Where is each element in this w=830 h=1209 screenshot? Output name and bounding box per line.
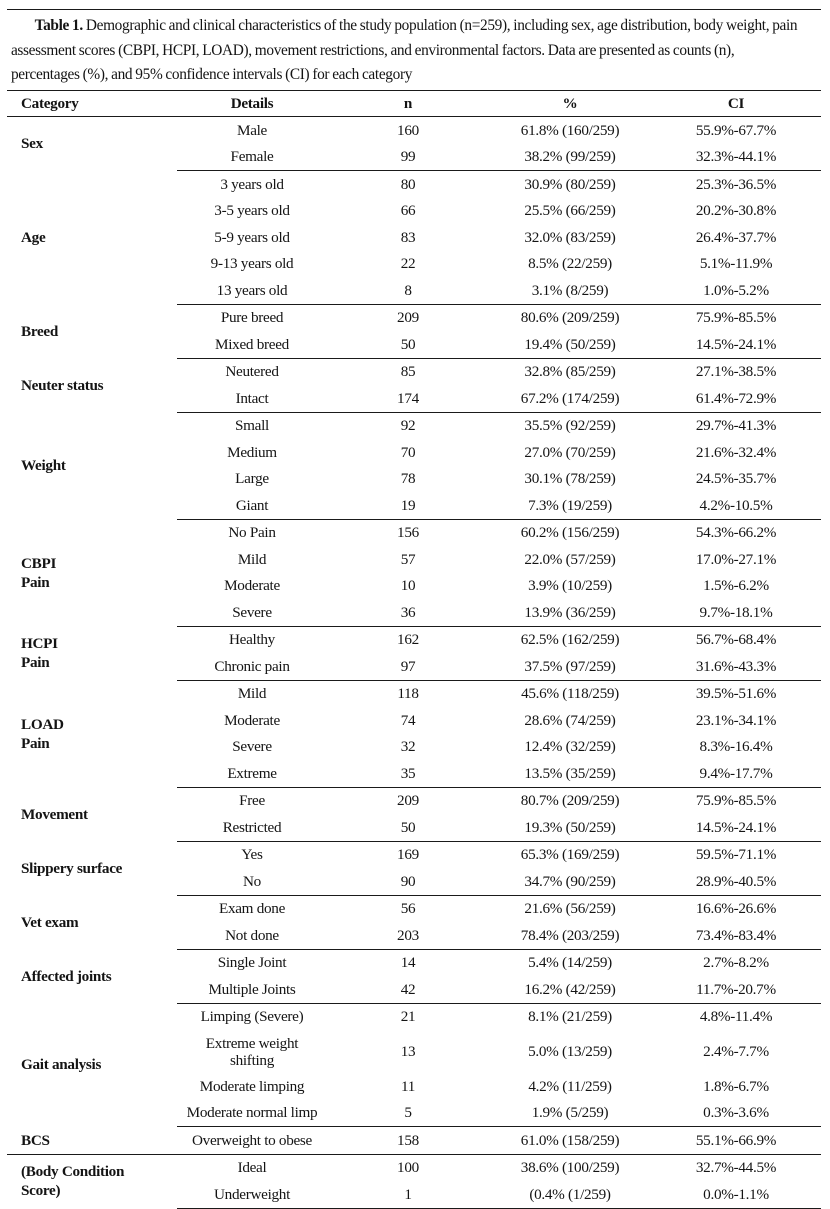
percent-cell: 65.3% (169/259) — [520, 846, 620, 864]
ci-cell: 29.7%-41.3% — [695, 417, 777, 435]
percent-cell: 8.1% (21/259) — [528, 1008, 612, 1026]
n-cell: 32 — [400, 738, 416, 756]
category-cell — [7, 949, 177, 1003]
table-row — [7, 895, 821, 922]
details-cell: Intact — [177, 385, 327, 412]
percent-cell: 3.9% (10/259) — [528, 577, 612, 595]
ci-cell: 75.9%-85.5% — [695, 792, 777, 810]
ci-cell: 73.4%-83.4% — [651, 922, 821, 949]
ci-cell: 4.8%-11.4% — [699, 1008, 773, 1026]
details-label: shifting — [229, 1051, 274, 1069]
details-cell: Moderate — [224, 577, 280, 595]
percent-cell: 78.4% (203/259) — [489, 922, 651, 949]
details-cell: Mild — [237, 550, 267, 568]
n-cell: 209 — [397, 309, 419, 327]
n-cell: 174 — [327, 385, 489, 412]
n-cell: 90 — [327, 868, 489, 895]
table-row — [7, 358, 821, 385]
percent-cell: 19.3% (50/259) — [489, 814, 651, 841]
details-cell: Moderate — [224, 711, 280, 729]
percent-cell: 13.9% (36/259) — [489, 599, 651, 626]
category-cell — [7, 358, 177, 412]
category-label: Pain — [21, 734, 50, 752]
percent-cell: 80.7% (209/259) — [520, 792, 620, 810]
category-label: CBPI — [21, 554, 57, 572]
category-cell — [7, 304, 177, 358]
ci-cell: 61.4%-72.9% — [651, 385, 821, 412]
ci-cell: 14.5%-24.1% — [651, 331, 821, 358]
n-cell: 100 — [397, 1159, 419, 1177]
category-label: (Body Condition — [21, 1163, 125, 1181]
characteristics-table — [7, 90, 821, 1209]
category-cell — [7, 519, 177, 626]
percent-cell: 80.6% (209/259) — [520, 309, 620, 327]
n-cell: 203 — [327, 922, 489, 949]
n-cell: 80 — [400, 175, 416, 193]
ci-cell: 32.3%-44.1% — [651, 144, 821, 171]
ci-cell: 26.4%-37.7% — [695, 228, 777, 246]
details-cell: Moderate limping — [199, 1077, 305, 1095]
category-cell — [7, 787, 177, 841]
ci-cell: 2.4%-7.7% — [703, 1043, 769, 1060]
percent-cell: 8.5% (22/259) — [528, 255, 612, 273]
details-cell: 5-9 years old — [214, 228, 290, 246]
category-label: Breed — [21, 322, 59, 340]
percent-cell: 60.2% (156/259) — [520, 524, 620, 542]
n-cell: 162 — [397, 631, 419, 649]
ci-cell: 55.1%-66.9% — [651, 1127, 821, 1155]
details-cell: Neutered — [225, 363, 279, 381]
percent-cell: 32.8% (85/259) — [524, 363, 616, 381]
percent-cell: 27.0% (70/259) — [524, 443, 616, 461]
category-label: Weight — [21, 457, 66, 474]
table-row — [7, 171, 821, 198]
category-cell — [7, 171, 177, 305]
n-cell: 209 — [397, 792, 419, 810]
details-cell: Mixed breed — [177, 331, 327, 358]
header-category: Category — [7, 91, 177, 117]
percent-cell: 35.5% (92/259) — [524, 417, 616, 435]
percent-cell: 1.9% (5/259) — [489, 1100, 651, 1127]
category-cell — [7, 1003, 177, 1127]
n-cell: 92 — [400, 417, 416, 435]
percent-cell: 37.5% (97/259) — [489, 653, 651, 680]
header-n: n — [327, 91, 489, 117]
details-cell: Severe — [232, 738, 272, 756]
category-label: Vet exam — [21, 913, 79, 931]
ci-cell: 23.1%-34.1% — [695, 711, 777, 729]
details-cell: Pure breed — [220, 309, 284, 327]
table-row — [7, 787, 821, 814]
category-label: LOAD — [21, 715, 64, 733]
category-label: Pain — [21, 573, 50, 591]
caption-text: Demographic and clinical characteristics of the study population (n=259), including sex, age distribution, body weight, pain assessment scores (CBPI, HCPI, LOAD), movement restrictions, and environmental factors. Data are presented as counts (n), percentages (%), and 95% confidence intervals (CI) for each category — [10, 17, 798, 84]
table-row — [7, 117, 821, 144]
header-details: Details — [177, 91, 327, 117]
percent-cell: 67.2% (174/259) — [489, 385, 651, 412]
table-row — [7, 1003, 821, 1030]
percent-cell: 34.7% (90/259) — [489, 868, 651, 895]
details-cell: Moderate normal limp — [177, 1100, 327, 1127]
category-cell — [7, 117, 177, 171]
category-label: Score) — [21, 1182, 61, 1200]
percent-cell: 30.1% (78/259) — [524, 470, 616, 488]
ci-cell: 55.9%-67.7% — [695, 121, 777, 139]
ci-cell: 32.7%-44.5% — [695, 1159, 777, 1177]
ci-cell: 1.8%-6.7% — [703, 1077, 769, 1095]
table-row — [7, 841, 821, 868]
percent-cell: 32.0% (83/259) — [524, 228, 616, 246]
header-percent: % — [489, 91, 651, 117]
ci-cell: 0.0%-1.1% — [651, 1181, 821, 1208]
ci-cell: 21.6%-32.4% — [695, 443, 777, 461]
table-caption — [7, 10, 809, 90]
table-row — [7, 626, 821, 653]
n-cell: 66 — [400, 202, 416, 220]
percent-cell: 21.6% (56/259) — [524, 900, 616, 918]
percent-cell: 25.5% (66/259) — [524, 202, 616, 220]
n-cell: 169 — [397, 846, 419, 864]
percent-cell: 7.3% (19/259) — [489, 492, 651, 519]
category-cell — [7, 1127, 177, 1155]
percent-cell: 38.2% (99/259) — [489, 144, 651, 171]
ci-cell: 25.3%-36.5% — [695, 175, 777, 193]
table-row — [7, 412, 821, 439]
percent-cell: (0.4% (1/259) — [489, 1181, 651, 1208]
category-label: BCS — [21, 1131, 50, 1149]
n-cell: 74 — [400, 711, 416, 729]
category-label: HCPI — [21, 635, 58, 652]
ci-cell: 20.2%-30.8% — [695, 202, 777, 220]
n-cell: 1 — [327, 1181, 489, 1208]
ci-cell: 31.6%-43.3% — [651, 653, 821, 680]
percent-cell: 3.1% (8/259) — [489, 277, 651, 304]
ci-cell: 4.2%-10.5% — [651, 492, 821, 519]
details-cell: Single Joint — [217, 954, 287, 972]
n-cell: 35 — [327, 760, 489, 787]
ci-cell: 39.5%-51.6% — [695, 685, 777, 703]
header-ci: CI — [651, 91, 821, 117]
percent-cell: 12.4% (32/259) — [524, 738, 616, 756]
n-cell: 50 — [327, 331, 489, 358]
n-cell: 36 — [327, 599, 489, 626]
header-row — [7, 91, 821, 117]
percent-cell: 62.5% (162/259) — [520, 631, 620, 649]
category-label: Affected joints — [21, 967, 112, 985]
details-cell: Giant — [177, 492, 327, 519]
n-cell: 85 — [400, 363, 416, 381]
percent-cell: 5.0% (13/259) — [528, 1043, 612, 1060]
details-cell: Female — [177, 144, 327, 171]
n-cell: 156 — [397, 524, 419, 542]
category-label: Pain — [21, 654, 50, 671]
percent-cell: 61.8% (160/259) — [520, 121, 620, 139]
category-cell — [7, 841, 177, 895]
details-cell: 3-5 years old — [214, 202, 290, 220]
category-cell — [7, 895, 177, 949]
details-cell: Healthy — [229, 631, 275, 649]
details-cell: Limping (Severe) — [200, 1008, 304, 1026]
details-cell: Ideal — [237, 1159, 267, 1177]
percent-cell: 28.6% (74/259) — [524, 711, 616, 729]
ci-cell: 24.5%-35.7% — [695, 470, 777, 488]
percent-cell: 19.4% (50/259) — [489, 331, 651, 358]
details-cell: Extreme — [177, 760, 327, 787]
ci-cell: 59.5%-71.1% — [695, 846, 777, 864]
details-cell: Male — [236, 121, 267, 139]
n-cell: 5 — [327, 1100, 489, 1127]
details-cell: Severe — [177, 599, 327, 626]
table-row — [7, 949, 821, 976]
details-cell: Mild — [237, 685, 267, 703]
ci-cell: 8.3%-16.4% — [699, 738, 773, 756]
ci-cell: 2.7%-8.2% — [703, 954, 769, 972]
n-cell: 97 — [327, 653, 489, 680]
ci-cell: 75.9%-85.5% — [695, 309, 777, 327]
n-cell: 8 — [327, 277, 489, 304]
details-cell: Medium — [227, 443, 277, 461]
percent-cell: 4.2% (11/259) — [528, 1077, 612, 1095]
ci-cell: 27.1%-38.5% — [695, 363, 777, 381]
table-row — [7, 304, 821, 331]
category-label: Slippery surface — [21, 859, 123, 877]
percent-cell: 45.6% (118/259) — [521, 685, 619, 703]
percent-cell: 38.6% (100/259) — [520, 1159, 620, 1177]
category-label: Movement — [21, 805, 88, 823]
n-cell: 160 — [397, 121, 419, 139]
n-cell: 118 — [397, 685, 419, 703]
details-cell: Restricted — [177, 814, 327, 841]
category-label: Neuter status — [21, 376, 104, 394]
ci-cell: 17.0%-27.1% — [695, 550, 777, 568]
details-cell: 3 years old — [220, 175, 284, 193]
table-figure — [7, 9, 821, 1209]
percent-cell: 30.9% (80/259) — [524, 175, 616, 193]
caption-label: Table 1. — [34, 17, 83, 34]
n-cell: 56 — [400, 900, 416, 918]
details-cell: 13 years old — [177, 277, 327, 304]
table-row — [7, 680, 821, 707]
n-cell: 22 — [400, 255, 416, 273]
n-cell: 11 — [400, 1077, 416, 1095]
percent-cell: 22.0% (57/259) — [524, 550, 616, 568]
ci-cell: 1.0%-5.2% — [651, 277, 821, 304]
details-cell: 9-13 years old — [210, 255, 294, 273]
details-cell: Not done — [177, 922, 327, 949]
category-label: Sex — [21, 135, 43, 153]
percent-cell: 61.0% (158/259) — [489, 1127, 651, 1155]
details-cell — [177, 1030, 327, 1073]
n-cell: 158 — [327, 1127, 489, 1155]
category-cell — [7, 1154, 177, 1208]
n-cell: 99 — [327, 144, 489, 171]
details-cell: Yes — [241, 846, 263, 864]
details-cell: Chronic pain — [177, 653, 327, 680]
table-row — [7, 519, 821, 546]
percent-cell: 16.2% (42/259) — [489, 976, 651, 1003]
category-cell — [7, 626, 177, 680]
n-cell: 19 — [327, 492, 489, 519]
details-cell: Exam done — [218, 900, 286, 918]
ci-cell: 56.7%-68.4% — [695, 631, 777, 649]
category-cell — [7, 412, 177, 519]
ci-cell: 0.3%-3.6% — [651, 1100, 821, 1127]
details-cell: Free — [239, 792, 265, 810]
n-cell: 57 — [400, 550, 416, 568]
ci-cell: 5.1%-11.9% — [699, 255, 773, 273]
percent-cell: 13.5% (35/259) — [489, 760, 651, 787]
details-cell: Underweight — [177, 1181, 327, 1208]
details-cell: No — [177, 868, 327, 895]
n-cell: 42 — [327, 976, 489, 1003]
n-cell: 13 — [400, 1043, 416, 1060]
ci-cell: 54.3%-66.2% — [695, 524, 777, 542]
table-row — [7, 1154, 821, 1181]
table-row — [7, 1127, 821, 1155]
ci-cell: 16.6%-26.6% — [695, 900, 777, 918]
percent-cell: 5.4% (14/259) — [528, 954, 612, 972]
category-label: Age — [21, 228, 46, 246]
n-cell: 14 — [400, 954, 416, 972]
n-cell: 10 — [400, 577, 416, 595]
table-body — [7, 117, 821, 1209]
ci-cell: 1.5%-6.2% — [703, 577, 769, 595]
details-cell: Overweight to obese — [177, 1127, 327, 1155]
details-label: Extreme weight — [205, 1034, 299, 1052]
n-cell: 83 — [400, 228, 416, 246]
details-cell: Multiple Joints — [177, 976, 327, 1003]
ci-cell: 9.4%-17.7% — [651, 760, 821, 787]
details-cell: No Pain — [228, 524, 276, 542]
category-cell — [7, 680, 177, 787]
details-cell: Small — [235, 417, 269, 435]
ci-cell: 9.7%-18.1% — [651, 599, 821, 626]
ci-cell: 14.5%-24.1% — [651, 814, 821, 841]
ci-cell: 28.9%-40.5% — [651, 868, 821, 895]
n-cell: 21 — [400, 1008, 416, 1026]
details-cell: Large — [235, 470, 269, 488]
n-cell: 78 — [400, 470, 416, 488]
category-label: Gait analysis — [21, 1056, 102, 1074]
ci-cell: 11.7%-20.7% — [651, 976, 821, 1003]
n-cell: 50 — [327, 814, 489, 841]
n-cell: 70 — [400, 443, 416, 461]
